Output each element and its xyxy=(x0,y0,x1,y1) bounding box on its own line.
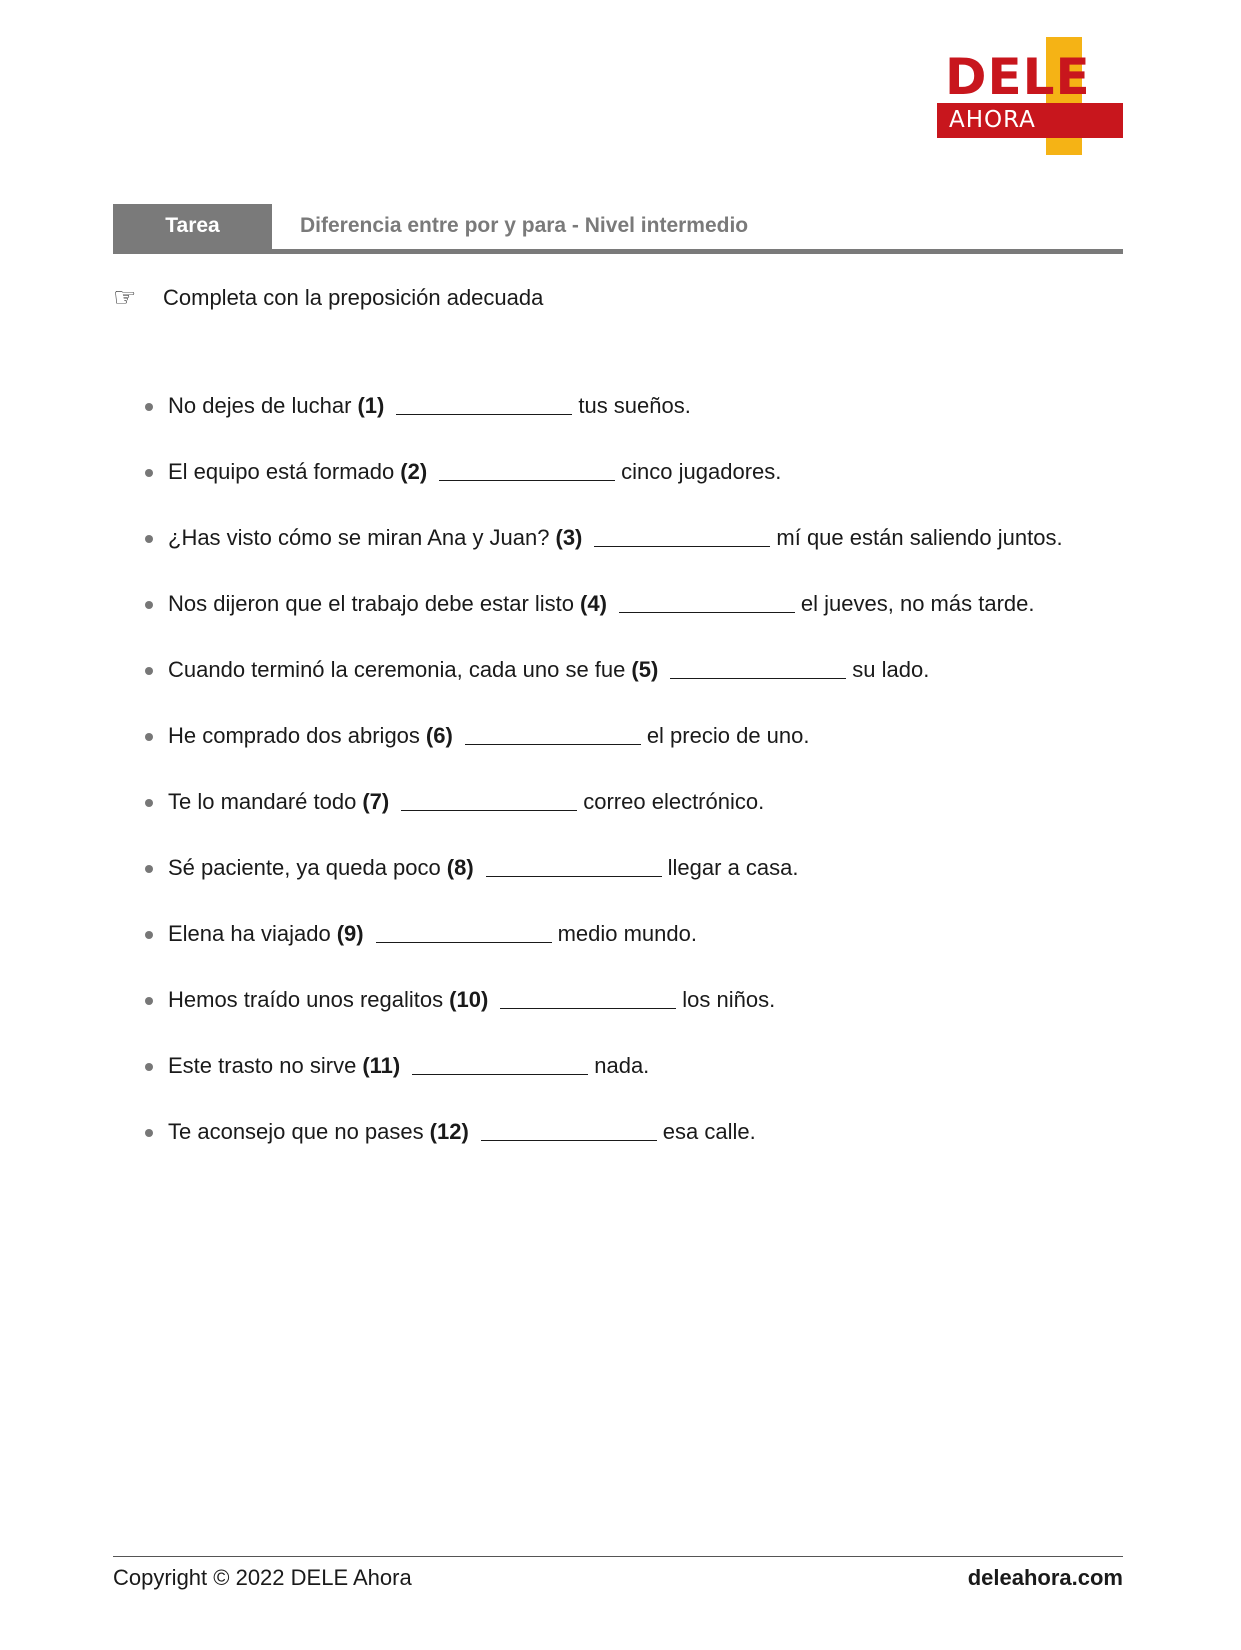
bullet-icon xyxy=(145,403,153,411)
exercise-item xyxy=(145,1118,1063,1184)
exercise-item xyxy=(145,1052,1063,1118)
exercise-text-after: el precio de uno. xyxy=(646,723,810,748)
answer-blank[interactable] xyxy=(500,986,676,1009)
exercise-text-before: Cuando terminó la ceremonia, cada uno se fue xyxy=(168,657,626,682)
bullet-icon xyxy=(145,733,153,741)
exercise-number: (12) xyxy=(429,1119,469,1144)
answer-blank[interactable] xyxy=(412,1052,588,1075)
exercise-item xyxy=(145,986,1063,1052)
exercise-text-after: su lado. xyxy=(852,657,930,682)
exercise-text-before: No dejes de luchar xyxy=(168,393,352,418)
exercise-number: (3) xyxy=(555,525,583,550)
site-link[interactable]: deleahora.com xyxy=(967,1565,1123,1590)
answer-blank[interactable] xyxy=(619,590,795,613)
exercise-text-after: llegar a casa. xyxy=(667,855,799,880)
exercise-text-after: mí que están saliendo juntos. xyxy=(776,525,1063,550)
worksheet-title: Diferencia entre por y para - Nivel intermedio xyxy=(300,214,749,237)
exercise-item xyxy=(145,920,1063,986)
answer-blank[interactable] xyxy=(396,392,572,415)
logo-word: DELE xyxy=(945,48,1091,106)
exercise-text-after: nada. xyxy=(594,1053,650,1078)
bullet-icon xyxy=(145,865,153,873)
instruction-text: Completa con la preposición adecuada xyxy=(163,285,544,310)
exercise-text-after: esa calle. xyxy=(662,1119,756,1144)
answer-blank[interactable] xyxy=(401,788,577,811)
copyright-text: Copyright © 2022 DELE Ahora xyxy=(113,1565,412,1590)
pointing-hand-icon: ☞ xyxy=(113,283,137,313)
exercise-text-before: ¿Has visto cómo se miran Ana y Juan? xyxy=(168,525,550,550)
exercise-text-before: Te lo mandaré todo xyxy=(168,789,357,814)
exercise-item xyxy=(145,590,1063,656)
task-tag: Tarea xyxy=(113,204,272,249)
exercise-item xyxy=(145,656,1063,722)
exercise-text-before: Nos dijeron que el trabajo debe estar listo xyxy=(168,591,575,616)
exercise-item xyxy=(145,392,1063,458)
exercise-item xyxy=(145,458,1063,524)
exercise-list xyxy=(145,392,1063,1184)
bullet-icon xyxy=(145,1129,153,1137)
answer-blank[interactable] xyxy=(481,1118,657,1141)
exercise-number: (7) xyxy=(362,789,390,814)
answer-blank[interactable] xyxy=(486,854,662,877)
logo-sub: AHORA xyxy=(949,107,1036,133)
exercise-text-after: el jueves, no más tarde. xyxy=(800,591,1035,616)
exercise-item xyxy=(145,854,1063,920)
exercise-text-before: Hemos traído unos regalitos xyxy=(168,987,444,1012)
bullet-icon xyxy=(145,997,153,1005)
answer-blank[interactable] xyxy=(376,920,552,943)
exercise-number: (8) xyxy=(446,855,474,880)
answer-blank[interactable] xyxy=(439,458,615,481)
answer-blank[interactable] xyxy=(670,656,846,679)
bullet-icon xyxy=(145,1063,153,1071)
exercise-number: (2) xyxy=(400,459,428,484)
header-rule xyxy=(113,249,1123,254)
exercise-number: (4) xyxy=(580,591,607,616)
exercise-text-before: He comprado dos abrigos xyxy=(168,723,420,748)
bullet-icon xyxy=(145,667,153,675)
bullet-icon xyxy=(145,535,153,543)
dele-ahora-logo xyxy=(937,37,1123,155)
worksheet-header xyxy=(113,204,1123,254)
exercise-number: (1) xyxy=(357,393,385,418)
exercise-number: (9) xyxy=(336,921,364,946)
exercise-text-after: correo electrónico. xyxy=(583,789,765,814)
bullet-icon xyxy=(145,799,153,807)
exercise-text-before: Este trasto no sirve xyxy=(168,1053,357,1078)
answer-blank[interactable] xyxy=(465,722,641,745)
exercise-text-after: los niños. xyxy=(682,987,776,1012)
exercise-item xyxy=(145,722,1063,788)
bullet-icon xyxy=(145,469,153,477)
instruction xyxy=(113,283,543,313)
exercise-text-after: medio mundo. xyxy=(557,921,697,946)
footer-rule xyxy=(113,1556,1123,1557)
exercise-number: (6) xyxy=(425,723,453,748)
exercise-text-after: cinco jugadores. xyxy=(621,459,782,484)
answer-blank[interactable] xyxy=(594,524,770,547)
exercise-number: (11) xyxy=(362,1053,401,1078)
bullet-icon xyxy=(145,601,153,609)
exercise-text-after: tus sueños. xyxy=(578,393,691,418)
exercise-item xyxy=(145,524,1063,590)
exercise-text-before: Elena ha viajado xyxy=(168,921,331,946)
exercise-number: (5) xyxy=(631,657,659,682)
exercise-text-before: El equipo está formado xyxy=(168,459,395,484)
exercise-item xyxy=(145,788,1063,854)
bullet-icon xyxy=(145,931,153,939)
exercise-number: (10) xyxy=(449,987,489,1012)
exercise-text-before: Sé paciente, ya queda poco xyxy=(168,855,441,880)
exercise-text-before: Te aconsejo que no pases xyxy=(168,1119,424,1144)
